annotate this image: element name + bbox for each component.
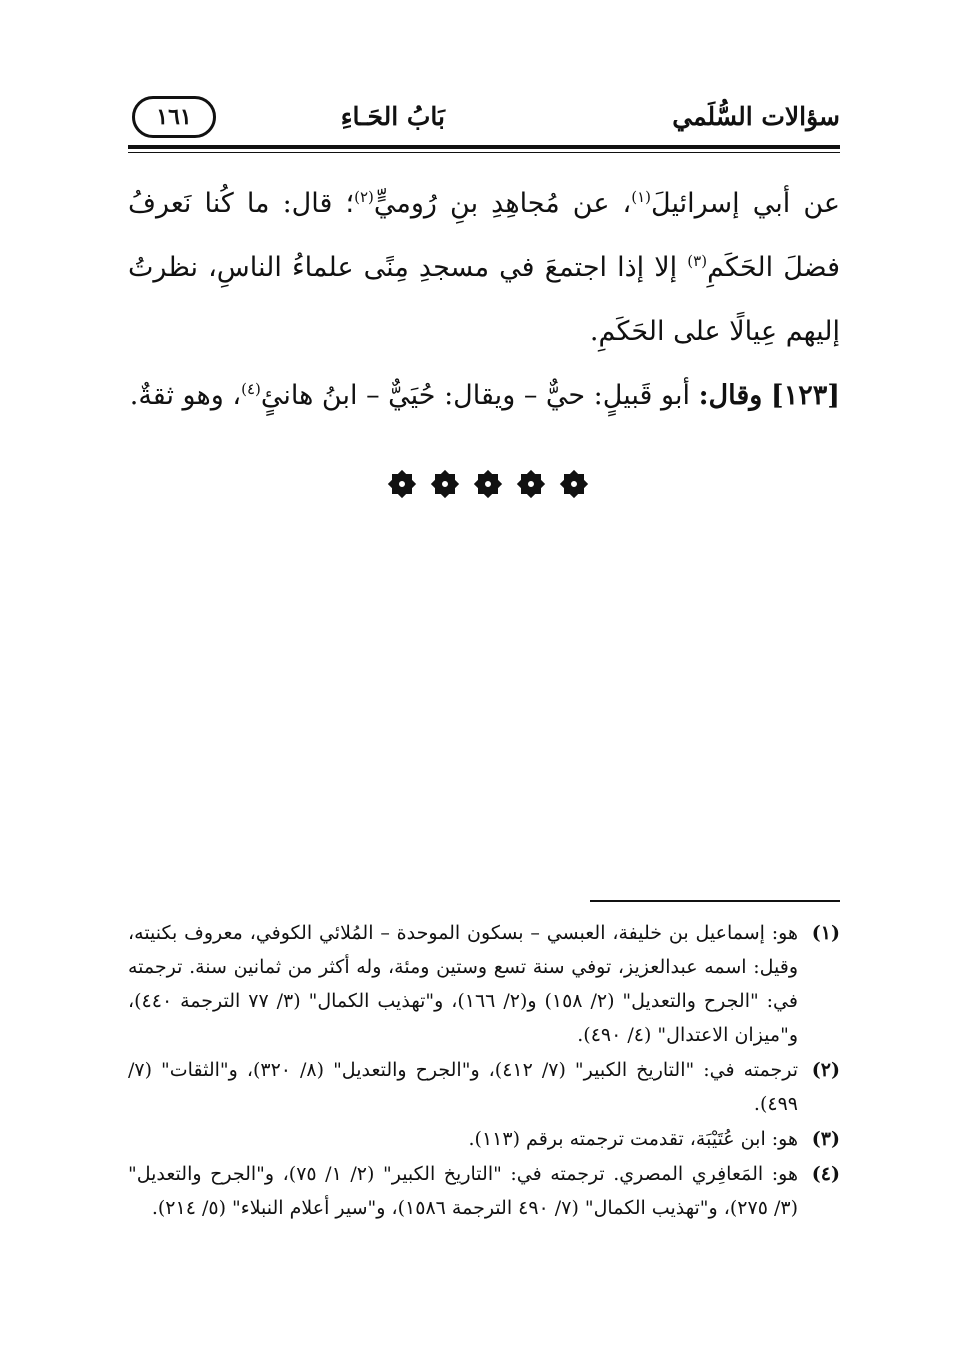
entry-number: [١٢٣]	[770, 380, 840, 411]
footnote-item	[128, 916, 840, 1052]
text-run: ، وهو ثقةٌ.	[129, 380, 242, 411]
footnote-number: (٢)	[811, 1059, 840, 1081]
star-ornament-icon	[517, 470, 545, 498]
footnote-ref-3: (٣)	[687, 252, 708, 270]
star-ornament-icon	[560, 470, 588, 498]
page-number-badge	[132, 96, 216, 138]
paragraph-1	[128, 172, 840, 364]
footnote-number: (١)	[811, 922, 840, 944]
footnote-item	[128, 1157, 840, 1225]
page-number: ١٦١	[156, 104, 192, 130]
footnote-number: (٤)	[811, 1163, 840, 1185]
footnote-ref-1: (١)	[631, 188, 652, 206]
footnote-text: ترجمته في: "التاريخ الكبير" (٧/ ٤١٢)، و"الجرح والتعديل" (٨/ ٣٢٠)، و"الثقات" (٧/ ٤٩٩).	[128, 1059, 798, 1115]
footnotes	[128, 916, 840, 1226]
star-ornament-icon	[388, 470, 416, 498]
star-ornament-icon	[431, 470, 459, 498]
chapter-title: بَابُ الحَـاءِ	[340, 102, 445, 131]
footnote-separator	[590, 900, 840, 902]
text-run: ؛ قال: ما كُنا نَعرفُ فضلَ الحَكَمِ	[128, 188, 840, 283]
text-run: إلا إذا اجتمعَ في مسجدِ مِنًى علماءُ الناسِ، نظرتُ إليهم عِيالًا على الحَكَمِ.	[128, 252, 840, 347]
footnote-text: هو: ابن عُتَيْبَة، تقدمت ترجمته برقم (١١٣).	[468, 1128, 798, 1150]
main-text	[128, 172, 840, 428]
text-run: أبو قَبيلٍ: حيٌّ – ويقال: حُيَيٌّ – ابنُ هانئٍ	[260, 380, 699, 411]
footnote-text: هو: إسماعيل بن خليفة، العبسي – بسكون الموحدة – المُلائي الكوفي، معروف بكنيته، وقيل: اسمه عبدالعزيز، توفي سنة تسع وستين ومئة، وله أكثر من ثمانين سنة. ترجمته في: "الجرح والتعديل" (٢/ ١٥٨) و(٢/ ١٦٦)، و"تهذيب الكمال" (٣/ ٧٧ الترجمة ٤٤٠)، و"ميزان الاعتدال" (٤/ ٤٩٠).	[128, 922, 798, 1046]
book-title: سؤالات السُّلَمي	[672, 102, 840, 131]
paragraph-2	[128, 364, 840, 428]
said-label: وقال:	[698, 380, 763, 411]
header-rule-thin	[128, 152, 840, 153]
text-run: عن أبي إسرائيلَ	[651, 188, 840, 219]
footnote-number: (٣)	[811, 1128, 840, 1150]
footnote-ref-2: (٢)	[354, 188, 374, 206]
footnote-ref-4: (٤)	[241, 380, 261, 398]
footnote-text: هو: المَعافِري المصري. ترجمته في: "التاريخ الكبير" (٢/ ١/ ٧٥)، و"الجرح والتعديل" (٣/ ٢٧٥)، و"تهذيب الكمال" (٧/ ٤٩٠ الترجمة ١٥٨٦)، و"سير أعلام النبلاء" (٥/ ٢١٤).	[128, 1163, 798, 1219]
header-rule-thick	[128, 145, 840, 149]
text-run: ، عن مُجاهِدِ بنِ رُوميٍّ	[373, 188, 632, 219]
star-ornament-icon	[474, 470, 502, 498]
page-header	[128, 92, 840, 144]
footnote-item	[128, 1122, 840, 1156]
footnote-item	[128, 1053, 840, 1121]
section-ornaments	[388, 466, 588, 502]
